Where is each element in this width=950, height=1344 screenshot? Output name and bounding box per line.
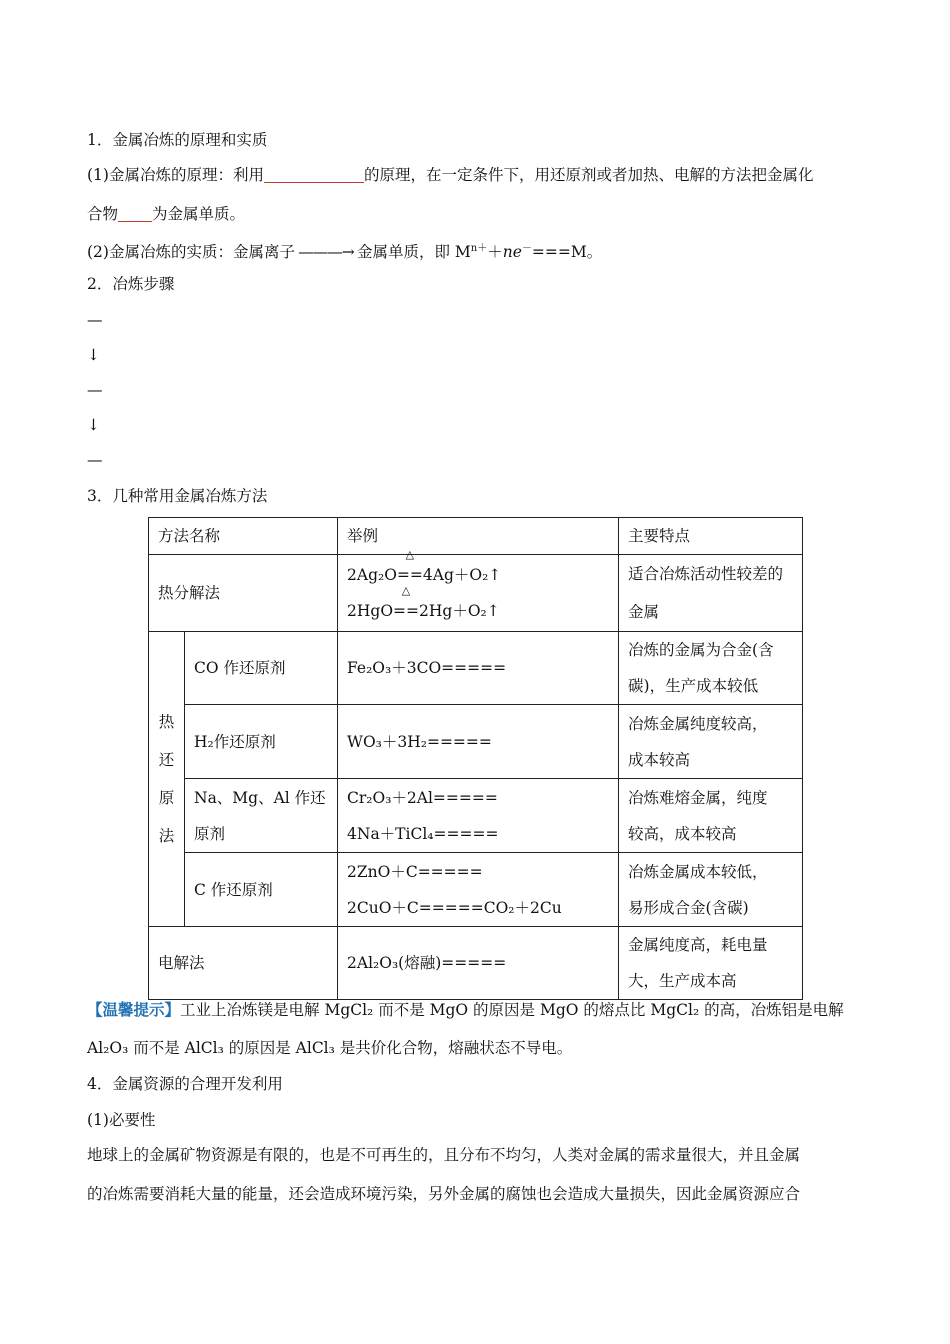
section1-heading: 1．金属冶炼的原理和实质: [87, 131, 268, 149]
section4-heading: 4．金属资源的合理开发利用: [87, 1075, 283, 1093]
essence-prefix: (2)金属冶炼的实质：金属离子: [87, 243, 295, 261]
electrolysis-feature: 金属纯度高，耗电量 大，生产成本高: [619, 927, 803, 1000]
hgo-formula: 2HgO: [347, 602, 394, 620]
table-row-thermal-decomposition: [149, 555, 803, 632]
header-feature: 主要特点: [619, 518, 803, 555]
active-metal-examples: Cr₂O₃＋2Al===== 4Na＋TiCl₄=====: [338, 779, 619, 853]
principle-blank-1[interactable]: [264, 165, 364, 183]
principle-line2-suffix: 为金属单质。: [152, 205, 246, 223]
thermal-decomp-examples: [338, 548, 619, 632]
h2-feature: 冶炼金属纯度较高， 成本较高: [619, 705, 803, 779]
table-row-electrolysis: [149, 927, 803, 1000]
electron-charge: －: [521, 243, 532, 254]
active-metal-feature: 冶炼难熔金属，纯度 较高，成本较高: [619, 779, 803, 853]
header-method: 方法名称: [149, 518, 338, 555]
table-row-co: [149, 632, 803, 705]
tip-label: 【温馨提示】: [87, 1000, 181, 1019]
principle-paragraph: [87, 164, 862, 186]
co-example: Fe₂O₃＋3CO=====: [338, 632, 619, 705]
step-1: —: [87, 311, 103, 329]
heat-condition-icon: △ ==: [393, 584, 420, 620]
step-arrow-1: ↓: [87, 346, 100, 364]
essence-end: ===M。: [531, 243, 603, 261]
thermal-decomp-feature: 适合冶炼活动性较差的金属: [619, 555, 803, 632]
principle-suffix: 的原理，在一定条件下，用还原剂或者加热、电解的方法把金属化: [363, 166, 814, 184]
carbon-examples: 2ZnO＋C===== 2CuO＋C=====CO₂＋2Cu: [338, 853, 619, 927]
heat-condition-icon: △ ==: [396, 548, 423, 584]
thermal-decomp-name: 热分解法: [149, 555, 338, 632]
charge-superscript: n＋: [470, 243, 488, 254]
plus-sign: ＋: [487, 243, 503, 261]
tip-line-1: [87, 999, 844, 1021]
electrolysis-example: 2Al₂O₃(熔融)=====: [338, 927, 619, 1000]
ag2o-formula: 2Ag₂O: [347, 566, 397, 584]
hgo-products: 2Hg＋O₂↑: [419, 602, 500, 620]
carbon-feature: 冶炼金属成本较低， 易形成合金(含碳): [619, 853, 803, 927]
section3-heading: 3．几种常用金属冶炼方法: [87, 487, 268, 505]
h2-agent: H₂作还原剂: [185, 705, 338, 779]
necessity-para-line1: 地球上的金属矿物资源是有限的，也是不可再生的，且分布不均匀，人类对金属的需求量很大，并且金属: [87, 1146, 801, 1164]
h2-example: WO₃＋3H₂=====: [338, 705, 619, 779]
essence-paragraph: [87, 238, 602, 263]
co-agent: CO 作还原剂: [185, 632, 338, 705]
section2-heading: 2．冶炼步骤: [87, 275, 175, 293]
tip-line-2: Al₂O₃ 而不是 AlCl₃ 的原因是 AlCl₃ 是共价化合物，熔融状态不导电。: [87, 1039, 573, 1057]
principle-paragraph-line2: [87, 203, 245, 225]
header-example: 举例: [338, 518, 619, 555]
carbon-agent: C 作还原剂: [185, 853, 338, 927]
electron-count: ne: [502, 243, 522, 261]
principle-line2-prefix: 合物: [87, 205, 119, 223]
smelting-methods-table: [148, 517, 803, 1000]
ag2o-products: 4Ag＋O₂↑: [422, 566, 502, 584]
electrolysis-name: 电解法: [149, 927, 338, 1000]
active-metal-agent: Na、Mg、Al 作还 原剂: [185, 779, 338, 853]
step-arrow-2: ↓: [87, 416, 100, 434]
table-row-carbon: [149, 853, 803, 927]
tip-text-1: 工业上冶炼镁是电解 MgCl₂ 而不是 MgO 的原因是 MgO 的熔点比 MgCl₂ 的高，冶炼铝是电解: [180, 1001, 844, 1019]
step-3: —: [87, 451, 103, 469]
thermal-reduction-label: 热 还 原 法: [149, 632, 185, 927]
step-2: —: [87, 381, 103, 399]
co-feature: 冶炼的金属为合金(含 碳)，生产成本较低: [619, 632, 803, 705]
table-header-row: [149, 518, 803, 555]
table-row-h2: [149, 705, 803, 779]
essence-mid: 金属单质，即 M: [356, 243, 471, 261]
table-row-active-metals: [149, 779, 803, 853]
reaction-arrow-icon: ———→: [298, 243, 354, 261]
principle-blank-2[interactable]: [118, 204, 152, 222]
principle-prefix: (1)金属冶炼的原理：利用: [87, 166, 264, 184]
necessity-para-line2: 的冶炼需要消耗大量的能量，还会造成环境污染，另外金属的腐蚀也会造成大量损失，因此金属资源应合: [87, 1185, 801, 1203]
necessity-heading: (1)必要性: [87, 1111, 156, 1129]
